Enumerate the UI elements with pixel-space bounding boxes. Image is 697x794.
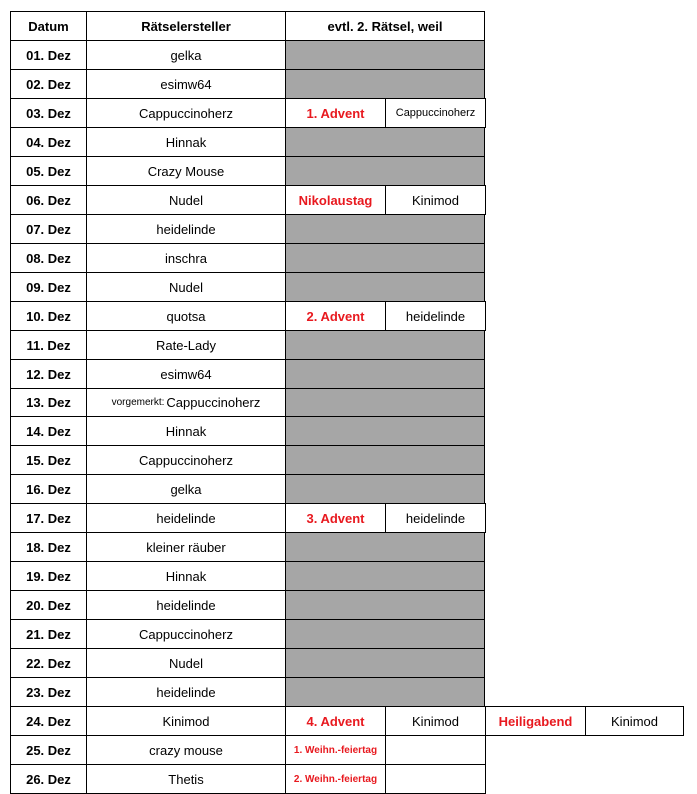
- unassigned-slot: [285, 156, 485, 186]
- reason-cell: 2. Weihn.-feiertag: [285, 764, 386, 794]
- author-cell: esimw64: [86, 69, 286, 99]
- date-cell: 21. Dez: [10, 619, 87, 649]
- date-cell: 08. Dez: [10, 243, 87, 273]
- date-cell: 18. Dez: [10, 532, 87, 562]
- header-author: Rätselersteller: [86, 11, 286, 41]
- third-author-cell: Kinimod: [585, 706, 684, 736]
- unassigned-slot: [285, 243, 485, 273]
- unassigned-slot: [285, 532, 485, 562]
- unassigned-slot: [285, 359, 485, 389]
- author-cell: Thetis: [86, 764, 286, 794]
- author-cell: kleiner räuber: [86, 532, 286, 562]
- reason-cell: Nikolaustag: [285, 185, 386, 215]
- unassigned-slot: [285, 648, 485, 678]
- author-cell: Nudel: [86, 648, 286, 678]
- unassigned-slot: [285, 330, 485, 360]
- unassigned-slot: [285, 214, 485, 244]
- unassigned-slot: [285, 619, 485, 649]
- second-author-cell: [385, 764, 486, 794]
- date-cell: 15. Dez: [10, 445, 87, 475]
- date-cell: 23. Dez: [10, 677, 87, 707]
- unassigned-slot: [285, 445, 485, 475]
- author-cell: Cappuccinoherz: [86, 619, 286, 649]
- unassigned-slot: [285, 561, 485, 591]
- unassigned-slot: [285, 677, 485, 707]
- header-datum: Datum: [10, 11, 87, 41]
- author-cell: Hinnak: [86, 127, 286, 157]
- date-cell: 03. Dez: [10, 98, 87, 128]
- date-cell: 09. Dez: [10, 272, 87, 302]
- second-author-cell: Kinimod: [385, 185, 486, 215]
- author-cell: esimw64: [86, 359, 286, 389]
- author-cell: heidelinde: [86, 214, 286, 244]
- author-cell: gelka: [86, 474, 286, 504]
- unassigned-slot: [285, 388, 485, 417]
- author-cell: quotsa: [86, 301, 286, 331]
- author-cell: crazy mouse: [86, 735, 286, 765]
- date-cell: 10. Dez: [10, 301, 87, 331]
- author-cell: Rate-Lady: [86, 330, 286, 360]
- reason-cell: 1. Advent: [285, 98, 386, 128]
- author-name: Cappuccinoherz: [166, 395, 261, 410]
- author-cell: Nudel: [86, 185, 286, 215]
- date-cell: 13. Dez: [10, 388, 87, 417]
- unassigned-slot: [285, 40, 485, 70]
- second-author-cell: Cappuccinoherz: [385, 98, 486, 128]
- reservation-note: vorgemerkt:: [111, 397, 165, 408]
- author-cell: heidelinde: [86, 590, 286, 620]
- author-cell: Cappuccinoherz: [86, 98, 286, 128]
- second-author-cell: heidelinde: [385, 503, 486, 533]
- date-cell: 17. Dez: [10, 503, 87, 533]
- unassigned-slot: [285, 127, 485, 157]
- date-cell: 24. Dez: [10, 706, 87, 736]
- date-cell: 04. Dez: [10, 127, 87, 157]
- reason-cell: 1. Weihn.-feiertag: [285, 735, 386, 765]
- second-author-cell: heidelinde: [385, 301, 486, 331]
- date-cell: 07. Dez: [10, 214, 87, 244]
- date-cell: 05. Dez: [10, 156, 87, 186]
- author-cell: heidelinde: [86, 503, 286, 533]
- date-cell: 19. Dez: [10, 561, 87, 591]
- date-cell: 12. Dez: [10, 359, 87, 389]
- second-author-cell: [385, 735, 486, 765]
- date-cell: 16. Dez: [10, 474, 87, 504]
- date-cell: 22. Dez: [10, 648, 87, 678]
- unassigned-slot: [285, 474, 485, 504]
- date-cell: 14. Dez: [10, 416, 87, 446]
- author-cell: inschra: [86, 243, 286, 273]
- author-cell: gelka: [86, 40, 286, 70]
- unassigned-slot: [285, 69, 485, 99]
- reason-cell: 3. Advent: [285, 503, 386, 533]
- author-cell: Hinnak: [86, 561, 286, 591]
- author-cell: Kinimod: [86, 706, 286, 736]
- date-cell: 11. Dez: [10, 330, 87, 360]
- date-cell: 06. Dez: [10, 185, 87, 215]
- date-cell: 02. Dez: [10, 69, 87, 99]
- second-author-cell: Kinimod: [385, 706, 486, 736]
- reason-cell: 2. Advent: [285, 301, 386, 331]
- date-cell: 26. Dez: [10, 764, 87, 794]
- date-cell: 20. Dez: [10, 590, 87, 620]
- unassigned-slot: [285, 590, 485, 620]
- author-cell: heidelinde: [86, 677, 286, 707]
- schedule-table: [10, 11, 684, 790]
- author-cell: Nudel: [86, 272, 286, 302]
- unassigned-slot: [285, 272, 485, 302]
- author-cell: Hinnak: [86, 416, 286, 446]
- date-cell: 25. Dez: [10, 735, 87, 765]
- header-second-puzzle: evtl. 2. Rätsel, weil: [285, 11, 485, 41]
- author-cell: [86, 388, 286, 417]
- reason2-cell: Heiligabend: [485, 706, 586, 736]
- reason-cell: 4. Advent: [285, 706, 386, 736]
- date-cell: 01. Dez: [10, 40, 87, 70]
- author-cell: Cappuccinoherz: [86, 445, 286, 475]
- author-cell: Crazy Mouse: [86, 156, 286, 186]
- unassigned-slot: [285, 416, 485, 446]
